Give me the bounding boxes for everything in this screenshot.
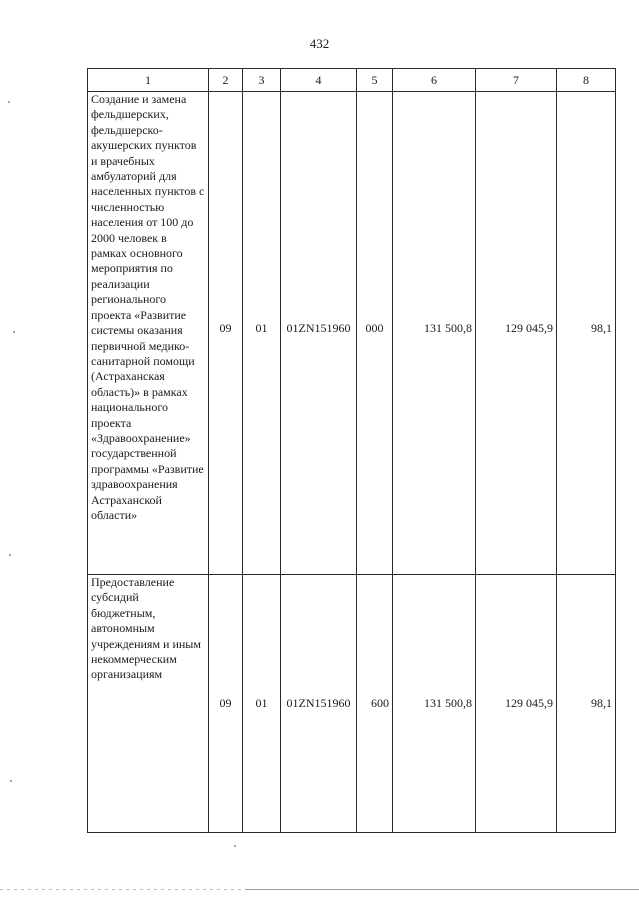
column-header-7: 7	[476, 69, 557, 92]
column-header-6: 6	[393, 69, 476, 92]
actual-amount-cell: 129 045,9	[476, 575, 557, 833]
budget-table	[87, 68, 616, 833]
target-article-cell: 01ZN151960	[281, 92, 357, 575]
scan-speck	[234, 845, 236, 847]
subsection-code-cell: 01	[243, 92, 281, 575]
target-article-cell: 01ZN151960	[281, 575, 357, 833]
planned-amount-cell: 131 500,8	[393, 575, 476, 833]
column-header-4: 4	[281, 69, 357, 92]
scan-speck	[10, 780, 12, 782]
column-header-3: 3	[243, 69, 281, 92]
scan-speck	[8, 101, 10, 103]
column-header-5: 5	[357, 69, 393, 92]
section-code-cell: 09	[209, 575, 243, 833]
column-header-2: 2	[209, 69, 243, 92]
subsection-code-cell: 01	[243, 575, 281, 833]
table-row	[88, 92, 616, 575]
header-row	[88, 69, 616, 92]
section-code-cell: 09	[209, 92, 243, 575]
expense-type-cell: 000	[357, 92, 393, 575]
percent-cell: 98,1	[557, 575, 616, 833]
page-number: 432	[309, 36, 330, 51]
percent-cell: 98,1	[557, 92, 616, 575]
planned-amount-cell: 131 500,8	[393, 92, 476, 575]
row-name-cell: Предоставление субсидий бюджетным, автономным учреждениям и иным некоммерческим организациям	[88, 575, 209, 833]
row-name-cell: Создание и замена фельдшерских, фельдшерско-акушерских пунктов и врачебных амбулаторий для населенных пунктов с численностью населения от 100 до 2000 человек в рамках основного мероприятия по реализации регионального проекта «Развитие системы оказания первичной медико-санитарной помощи (Астраханская область)» в рамках национального проекта «Здравоохранение» государственной программы «Развитие здравоохранения Астраханской области»	[88, 92, 209, 575]
scan-speck	[9, 554, 11, 556]
column-header-1: 1	[88, 69, 209, 92]
scan-speck	[13, 331, 15, 333]
scan-edge-line	[245, 889, 639, 890]
table-row	[88, 575, 616, 833]
expense-type-cell: 600	[357, 575, 393, 833]
column-header-8: 8	[557, 69, 616, 92]
actual-amount-cell: 129 045,9	[476, 92, 557, 575]
